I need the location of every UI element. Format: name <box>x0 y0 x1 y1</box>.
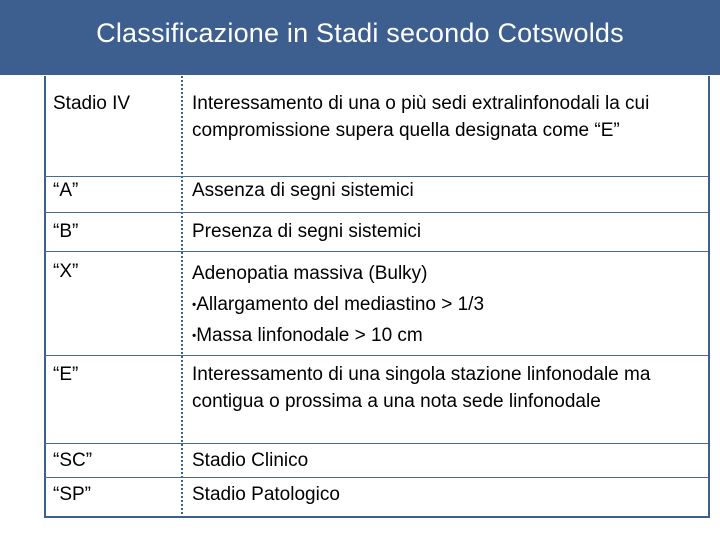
row-label-x: “X” <box>53 261 79 282</box>
row-label-e: “E” <box>53 364 79 385</box>
list-item: •Massa linfonodale > 10 cm <box>192 325 423 347</box>
title-bar <box>0 0 720 75</box>
row-text-a: Assenza di segni sistemici <box>192 180 414 201</box>
row-divider <box>44 212 708 213</box>
row-divider <box>44 477 708 478</box>
page-title: Classificazione in Stadi secondo Cotswolds <box>96 18 624 48</box>
row-label-sc: “SC” <box>53 450 93 471</box>
row-text-sp: Stadio Patologico <box>192 484 340 505</box>
bullet-icon: • <box>192 297 197 312</box>
row-divider <box>44 355 708 356</box>
row-text-stadio-iv: Interessamento di una o più sedi extralinfonodali la cui compromissione supera quella designata come “E” <box>192 93 650 141</box>
row-text-sc: Stadio Clinico <box>192 450 309 471</box>
row-text-x <box>192 258 698 352</box>
column-divider <box>181 76 183 518</box>
row-label-sp: “SP” <box>53 484 91 505</box>
row-text-x-main: Adenopatia massiva (Bulky) <box>192 263 428 284</box>
row-label-a: “A” <box>53 180 79 201</box>
row-text-e: Interessamento di una singola stazione linfonodale ma contigua o prossima a una nota sede linfonodale <box>192 364 651 412</box>
row-text-b: Presenza di segni sistemici <box>192 221 422 242</box>
row-divider <box>44 251 708 252</box>
bullet-icon: • <box>192 328 197 343</box>
row-label-stadio-iv: Stadio IV <box>53 93 131 114</box>
row-label-b: “B” <box>53 221 79 242</box>
row-divider <box>44 443 708 444</box>
list-item: •Allargamento del mediastino > 1/3 <box>192 294 485 315</box>
